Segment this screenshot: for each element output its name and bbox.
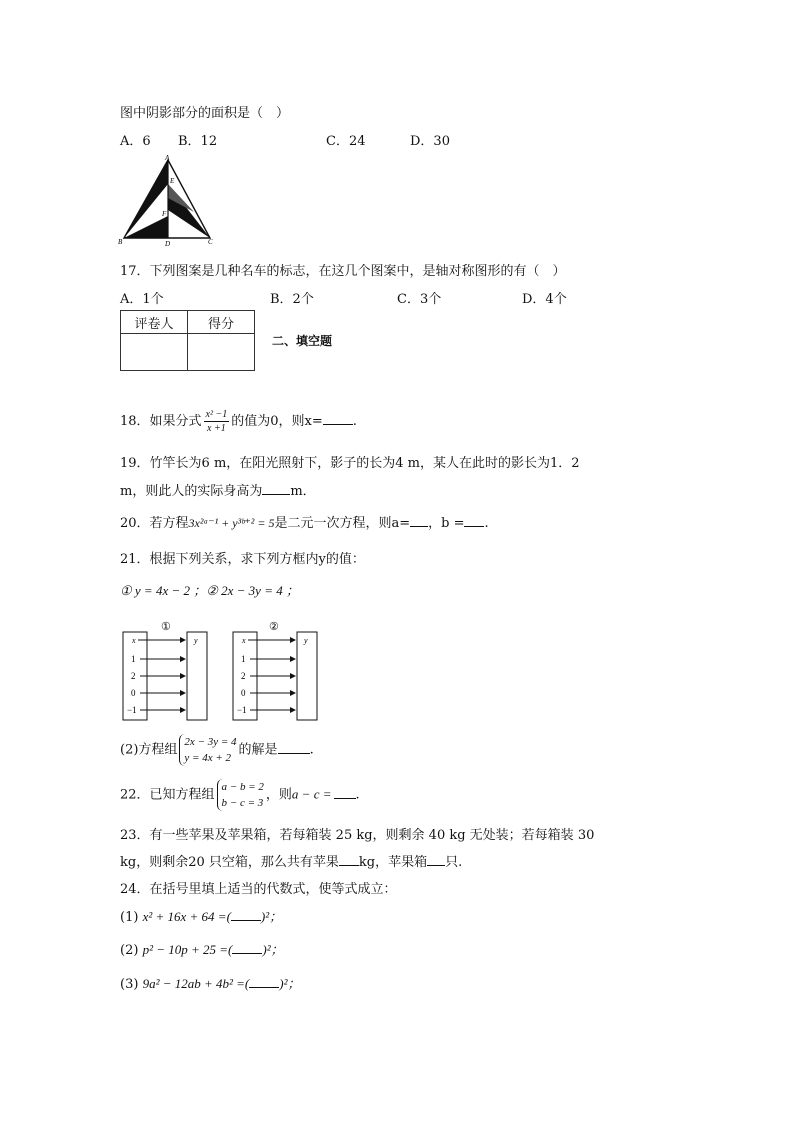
q22-prefix: 22．已知方程组 xyxy=(120,787,215,803)
q24-item1-expr: x² + 16x + 64 =( xyxy=(142,909,231,924)
q18-prefix: 18．如果分式 xyxy=(120,414,202,429)
section-title: 二、填空题 xyxy=(272,334,333,348)
q24-item1-num: (1) xyxy=(120,910,139,925)
q17-option-b: B．2个 xyxy=(270,292,314,307)
q24-item2-close: )²； xyxy=(262,942,284,957)
q23-apples-blank[interactable] xyxy=(339,864,359,866)
q18-line xyxy=(120,408,357,435)
q21-eq2: y = 4x + 2 xyxy=(184,752,232,764)
q24-item3-expr: 9a² − 12ab + 4b² =( xyxy=(142,976,250,991)
q18-frac-den: x +1 xyxy=(207,423,226,434)
q16-stem: 图中阴影部分的面积是（ ） xyxy=(120,106,290,121)
q16-option-b: B．12 xyxy=(178,134,218,149)
q23-line2-c: 只. xyxy=(445,855,463,870)
diagram2-x1: 1 xyxy=(241,654,246,664)
label-a: A xyxy=(165,154,170,162)
label-e: E xyxy=(170,177,175,185)
q16-option-c: C．24 xyxy=(326,134,366,149)
q19-line2-text: m，则此人的实际身高为 xyxy=(120,484,263,499)
q21-mapping-diagrams xyxy=(118,618,328,726)
q21-sub2-suffix: 的解是 xyxy=(238,742,278,758)
q22-mid: ，则 xyxy=(265,787,292,803)
q19-line1: 19．竹竿长为6 m，在阳光照射下，影子的长为4 m，某人在此时的影长为1．2 xyxy=(120,456,580,471)
q24-item3-blank[interactable] xyxy=(249,986,279,988)
q24-stem: 24．在括号里填上适当的代数式，使等式成立： xyxy=(120,882,397,897)
q21-sub2-prefix: (2)方程组 xyxy=(120,742,178,758)
diagram2-label: ② xyxy=(269,621,279,633)
q18-frac-num: x² −1 xyxy=(205,409,228,420)
q20-mid: 是二元一次方程，则a= xyxy=(274,516,411,531)
q16-triangle-figure xyxy=(118,154,218,248)
q20-equation: 3x²ᵃ⁻¹ + y³ᵇ⁺² = 5 xyxy=(188,516,275,530)
diagram2-x-header: x xyxy=(242,636,246,645)
q20-b-label: ，b = xyxy=(428,516,465,531)
diagram1-y-header: y xyxy=(194,636,198,645)
q21-answer-blank[interactable] xyxy=(278,752,310,754)
diagram2-y-header: y xyxy=(304,636,308,645)
score-table xyxy=(120,310,255,371)
diagram1-label: ① xyxy=(161,621,171,633)
diagram1-x1: 1 xyxy=(131,654,136,664)
q24-item1-close: )²； xyxy=(260,909,283,924)
q17-stem: 17．下列图案是几种名车的标志，在这几个图案中，是轴对称图形的有（ ） xyxy=(120,264,566,279)
q22-system xyxy=(217,779,264,811)
q20-prefix: 20．若方程 xyxy=(120,516,189,531)
label-c: C xyxy=(208,238,213,246)
q21-system xyxy=(179,734,236,766)
q21-sub2 xyxy=(120,734,314,766)
q16-option-a: A．6 xyxy=(120,134,151,149)
diagram1-x2: 2 xyxy=(131,671,136,681)
q24-item2-blank[interactable] xyxy=(232,952,262,954)
q21-relations: ① y = 4x − 2 ；② 2x − 3y = 4 ； xyxy=(120,583,299,598)
q24-item2-num: (2) xyxy=(120,943,139,958)
q24-item-2 xyxy=(120,939,284,958)
diagram2-x3: 0 xyxy=(241,688,246,698)
q21-sub2-end: . xyxy=(309,742,314,758)
q21-stem: 21．根据下列关系，求下列方框内y的值： xyxy=(120,552,365,567)
q19-unit: m． xyxy=(290,484,316,499)
q23-boxes-blank[interactable] xyxy=(427,864,445,866)
diagram2-x4: −1 xyxy=(237,705,247,715)
q21-eq1: 2x − 3y = 4 xyxy=(184,736,237,748)
label-f: F xyxy=(162,210,167,218)
q24-item3-num: (3) xyxy=(120,977,139,992)
label-b: B xyxy=(118,238,123,246)
q18-fraction xyxy=(204,408,230,435)
q22-end: . xyxy=(355,787,360,803)
q17-option-d: D．4个 xyxy=(522,292,567,307)
q24-item-1 xyxy=(120,906,282,925)
q24-item-3 xyxy=(120,973,301,992)
q24-item2-expr: p² − 10p + 25 =( xyxy=(142,942,233,957)
q20-line xyxy=(120,512,489,531)
label-d: D xyxy=(165,240,171,248)
q22-line xyxy=(120,779,360,811)
q24-item1-blank[interactable] xyxy=(231,919,261,921)
q18-answer-blank[interactable] xyxy=(323,423,353,425)
q23-line2-b: kg，苹果箱 xyxy=(358,855,428,870)
grader-header: 评卷人 xyxy=(121,311,188,334)
q16-option-d: D．30 xyxy=(410,134,450,149)
q18-suffix: 的值为0，则x= xyxy=(231,414,323,429)
q22-eq1: a − b = 2 xyxy=(221,781,264,793)
q24-item3-close: )²； xyxy=(279,976,301,991)
q17-option-c: C．3个 xyxy=(397,292,442,307)
q20-a-blank[interactable] xyxy=(410,525,428,527)
q22-eq2: b − c = 3 xyxy=(221,797,264,809)
score-cell[interactable] xyxy=(188,334,255,371)
score-header: 得分 xyxy=(188,311,255,334)
grader-cell[interactable] xyxy=(121,334,188,371)
q23-line1: 23．有一些苹果及苹果箱，若每箱装 25 kg，则剩余 40 kg 无处装；若每箱装 30 xyxy=(120,828,595,843)
diagram1-x3: 0 xyxy=(131,688,136,698)
diagram1-x-header: x xyxy=(132,636,136,645)
q22-answer-blank[interactable] xyxy=(334,797,356,799)
q20-b-blank[interactable] xyxy=(464,525,484,527)
q17-option-a: A．1个 xyxy=(120,292,164,307)
diagram1-x4: −1 xyxy=(127,705,137,715)
q23-line2 xyxy=(120,851,462,870)
diagram2-x2: 2 xyxy=(241,671,246,681)
q19-answer-blank[interactable] xyxy=(262,493,290,495)
q22-expr: a − c = xyxy=(291,786,332,802)
q23-line2-a: kg，则剩余20 只空箱，那么共有苹果 xyxy=(120,855,339,870)
q20-end: . xyxy=(484,516,489,531)
q19-line2 xyxy=(120,480,316,499)
q18-end: . xyxy=(352,414,357,429)
